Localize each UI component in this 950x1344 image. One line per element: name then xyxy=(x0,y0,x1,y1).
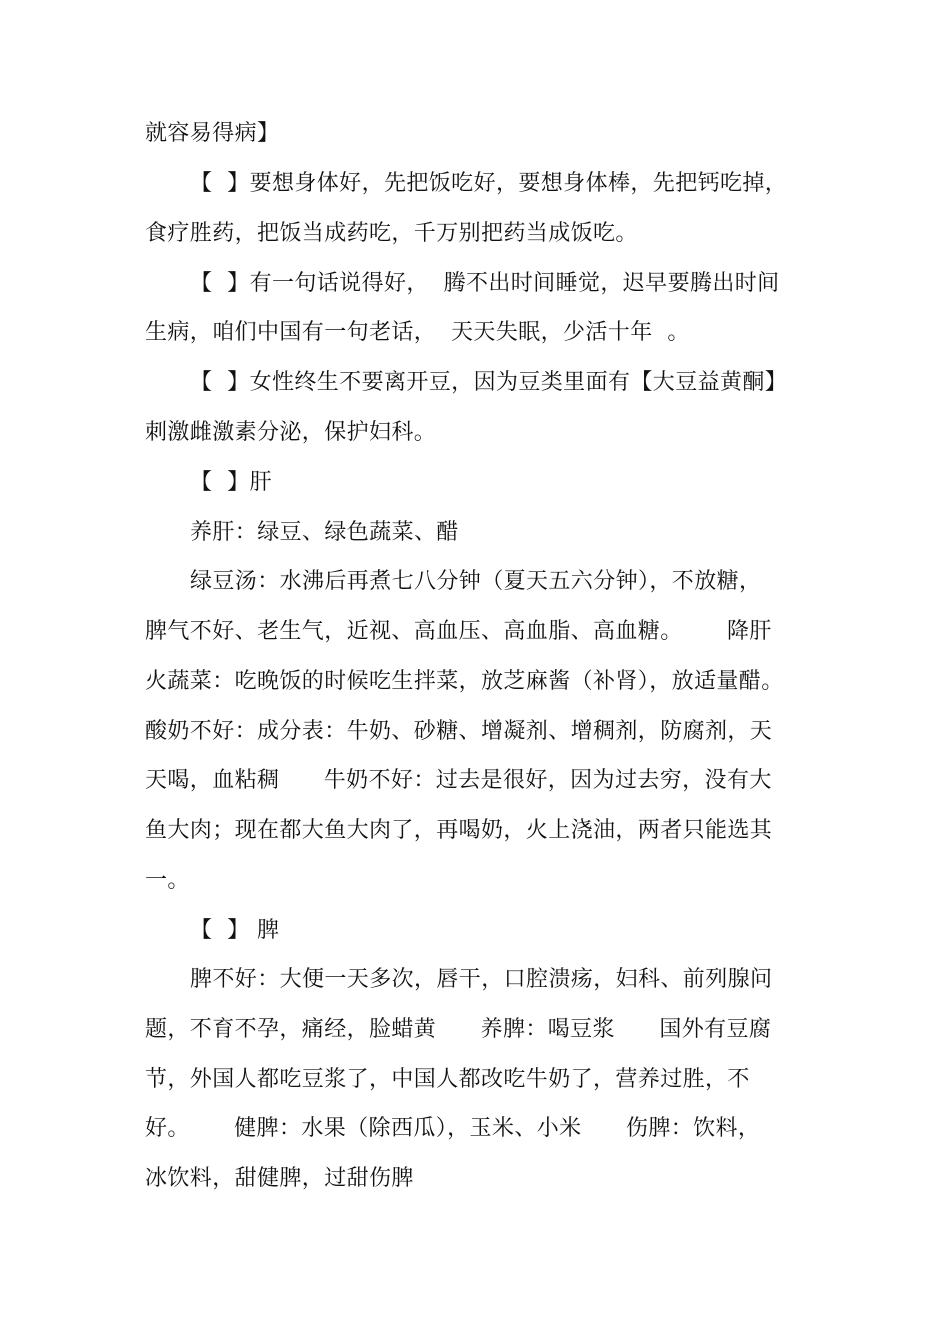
text-line: 就容易得病】 xyxy=(145,121,280,146)
text-line: 题，不育不孕，痛经，脸蜡黄 养脾：喝豆浆 国外有豆腐 xyxy=(145,1017,772,1042)
text-line: 刺激雌激素分泌，保护妇科。 xyxy=(145,420,437,445)
text-line: 食疗胜药，把饭当成药吃，千万别把药当成饭吃。 xyxy=(145,221,638,246)
text-line: 【 】有一句话说得好， 腾不出时间睡觉，迟早要腾出时间 xyxy=(190,271,780,296)
text-line: 一。 xyxy=(145,868,190,893)
text-line: 节，外国人都吃豆浆了，中国人都改吃牛奶了，营养过胜，不 xyxy=(145,1067,750,1092)
text-line: 酸奶不好：成分表：牛奶、砂糖、增凝剂、增稠剂，防腐剂，天 xyxy=(145,719,773,744)
section-heading-liver: 【 】肝 xyxy=(190,470,272,495)
text-line: 天喝，血粘稠 牛奶不好：过去是很好，因为过去穷，没有大 xyxy=(145,768,772,793)
text-line: 鱼大肉；现在都大鱼大肉了，再喝奶，火上浇油，两者只能选其 xyxy=(145,818,773,843)
text-line: 绿豆汤：水沸后再煮七八分钟（夏天五六分钟），不放糖， xyxy=(190,569,762,594)
text-line: 【 】要想身体好，先把饭吃好，要想身体棒，先把钙吃掉， xyxy=(190,171,788,196)
text-line: 脾气不好、老生气，近视、高血压、高血脂、高血糖。 降肝 xyxy=(145,619,772,644)
text-line: 养肝：绿豆、绿色蔬菜、醋 xyxy=(190,520,459,545)
text-line: 火蔬菜：吃晚饭的时候吃生拌菜，放芝麻酱（补肾），放适量醋。 xyxy=(145,669,784,694)
section-heading-spleen: 【 】 脾 xyxy=(190,918,280,943)
text-line: 好。 健脾：水果（除西瓜），玉米、小米 伤脾：饮料， xyxy=(145,1116,761,1141)
text-line: 生病，咱们中国有一句老话， 天天失眠，少活十年 。 xyxy=(145,320,690,345)
text-line: 脾不好：大便一天多次，唇干，口腔溃疡，妇科、前列腺问 xyxy=(190,967,773,992)
text-line: 冰饮料，甜健脾，过甜伤脾 xyxy=(145,1166,414,1191)
text-line: 【 】女性终生不要离开豆，因为豆类里面有【大豆益黄酮】 xyxy=(190,370,788,395)
